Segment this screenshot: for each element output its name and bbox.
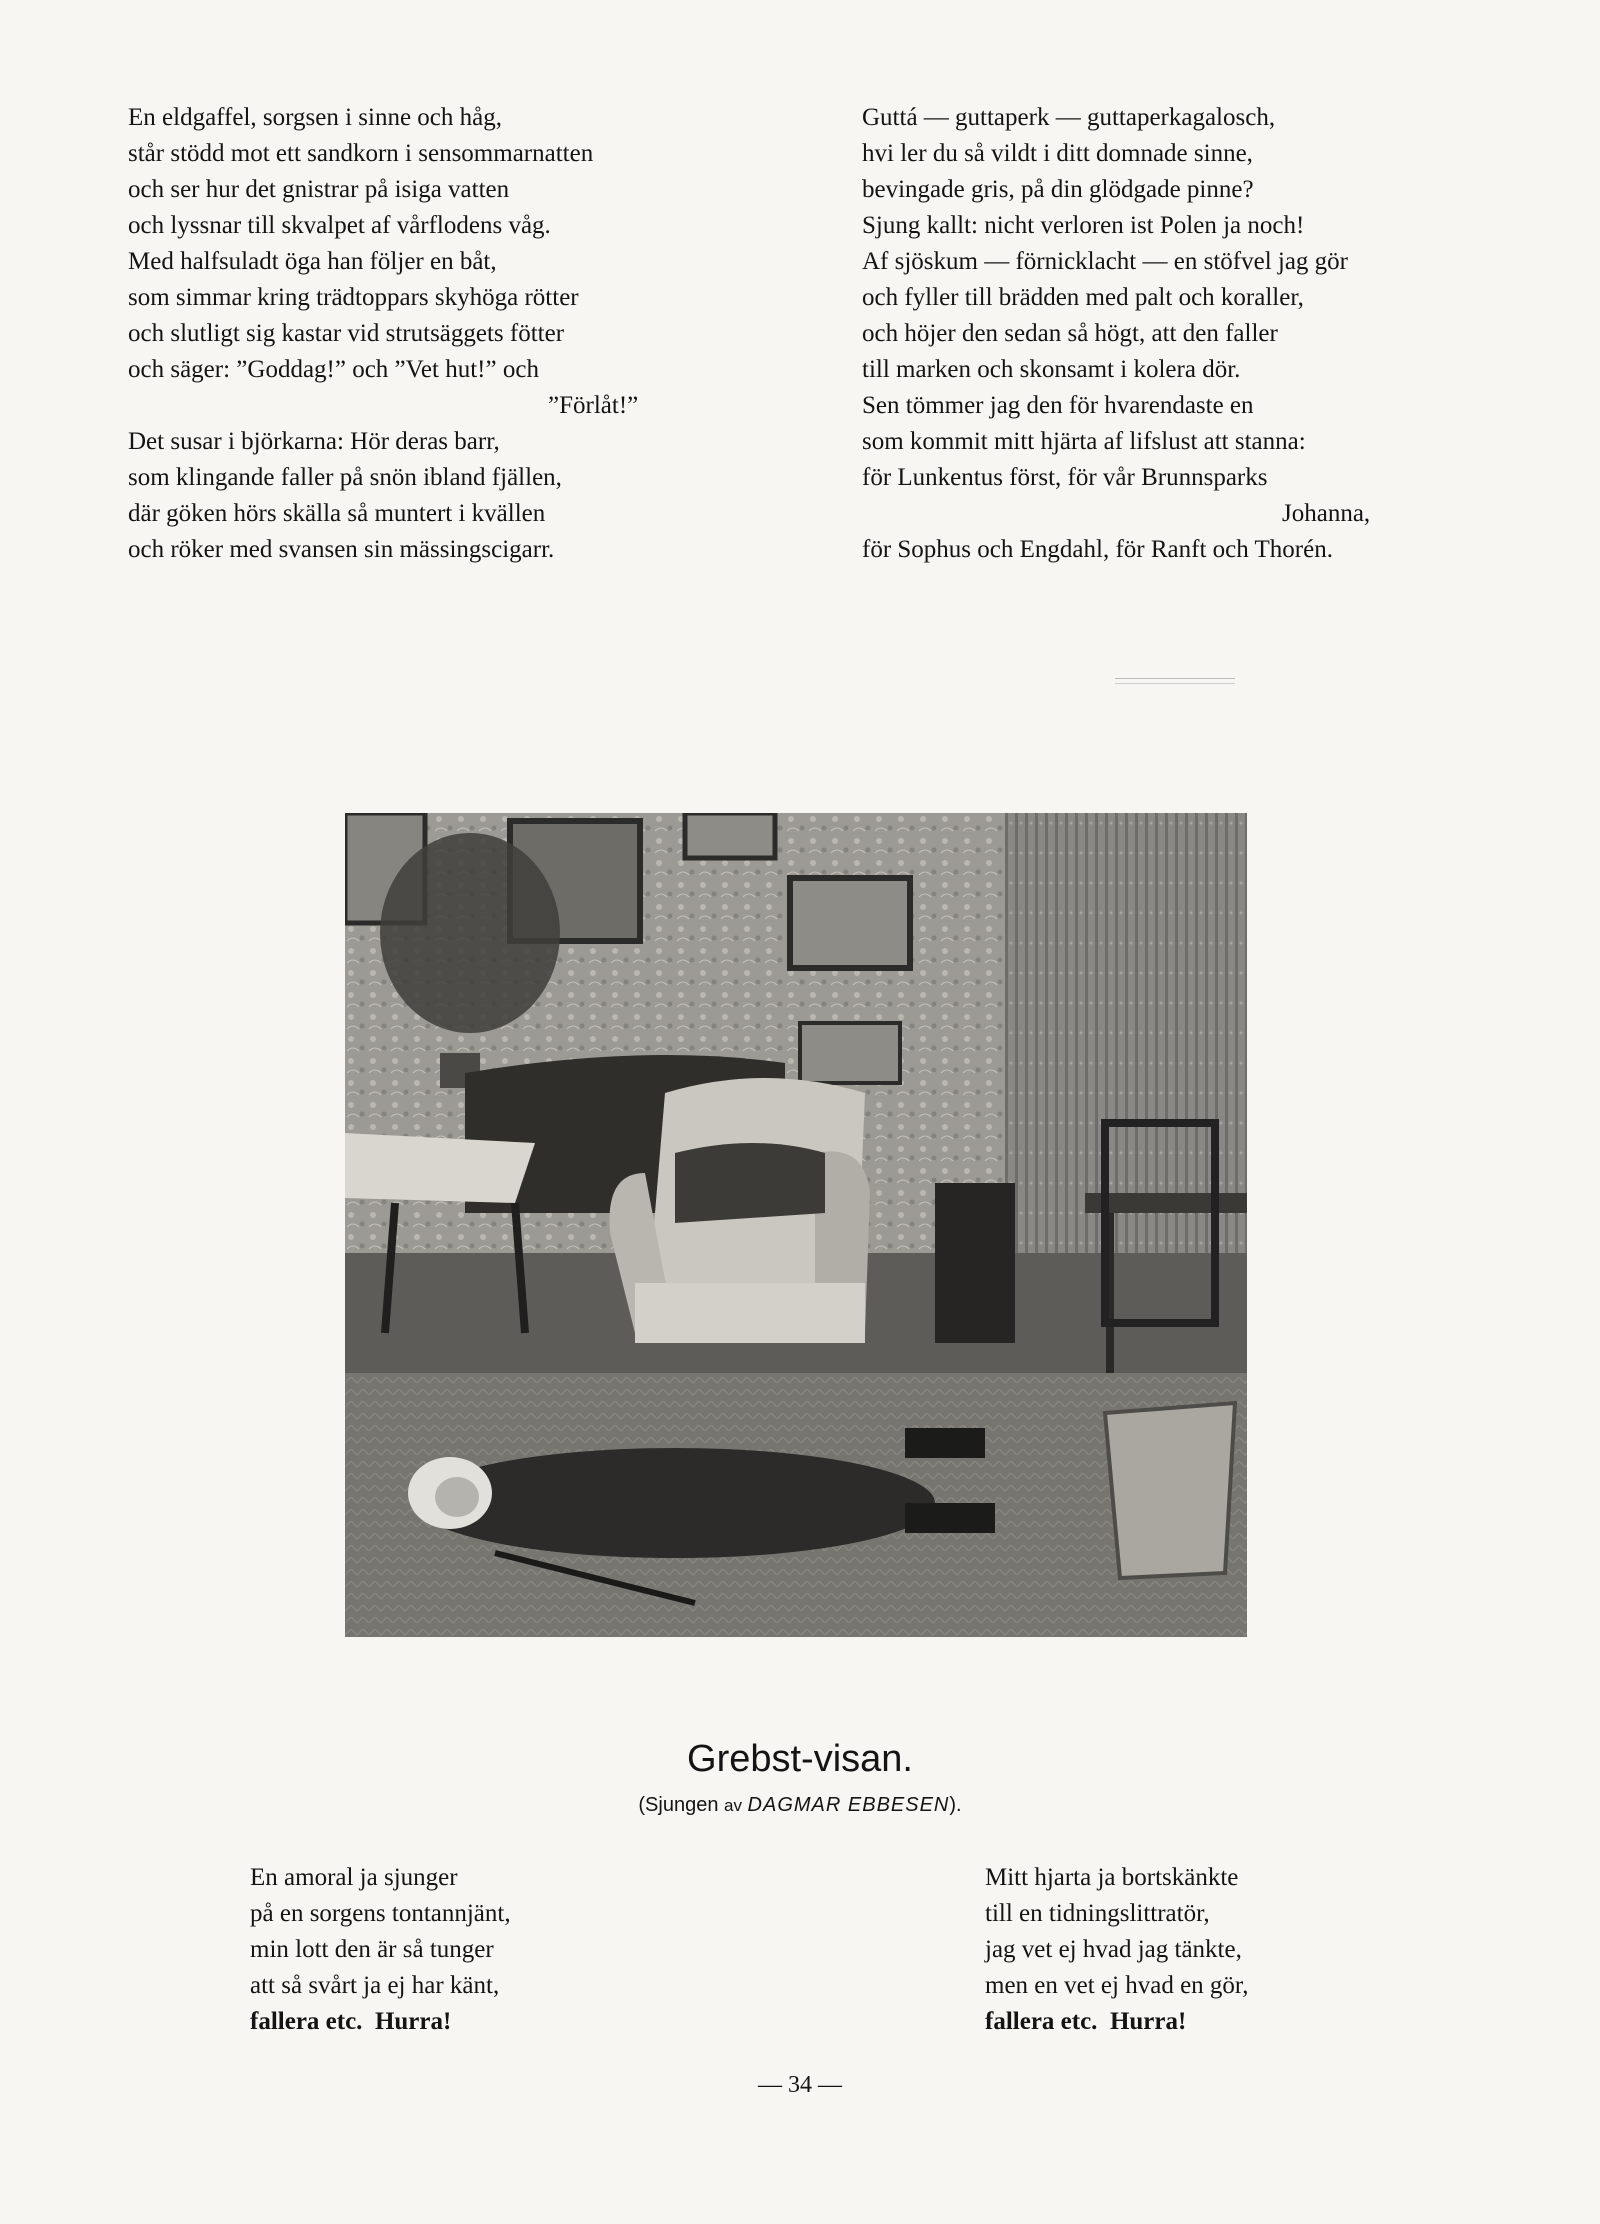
subtitle-av: av [724,1796,742,1815]
song-line: på en sorgens tontannjänt, [250,1900,511,1927]
poem-stanza [128,244,768,424]
poem-line-continuation: ”Förlåt!” [548,392,639,419]
poem-line: Sjung kallt: nicht verloren ist Polen ja noch! [862,212,1305,239]
song-line: till en tidningslittratör, [985,1900,1210,1927]
poem-left-column [128,100,768,568]
poem-line: och lyssnar till skvalpet af vårflodens våg. [128,212,551,239]
poem-line: och slutligt sig kastar vid strutsäggets fötter [128,320,565,347]
song-title: Grebst-visan. [687,1738,913,1780]
song-verse-left [250,1860,511,2040]
song-line: En amoral ja sjunger [250,1864,458,1891]
poem-line: till marken och skonsamt i kolera dör. [862,356,1241,383]
song-subtitle [0,1794,1600,1817]
song-line: Mitt hjarta ja bortskänkte [985,1864,1239,1891]
poem-line: Det susar i björkarna: Hör deras barr, [128,428,500,455]
poem-line: och fyller till brädden med palt och koraller, [862,284,1304,311]
photograph-living-room [345,813,1247,1637]
poem-line: En eldgaffel, sorgsen i sinne och håg, [128,104,502,131]
poem-line: där göken hörs skälla så muntert i kvällen [128,500,546,527]
song-line: jag vet ej hvad jag tänkte, [985,1936,1242,1963]
photograph-illustration [345,813,1247,1637]
song-line: min lott den är så tunger [250,1936,494,1963]
poem-line: som simmar kring trädtoppars skyhöga rötter [128,284,579,311]
refrain-hurra: Hurra! [374,2008,452,2035]
poem-line: bevingade gris, på din glödgade pinne? [862,176,1254,203]
poem-line: som klingande faller på snön ibland fjällen, [128,464,562,491]
poem-line: och säger: ”Goddag!” och ”Vet hut!” och [128,356,539,383]
poem-line: för Lunkentus först, för vår Brunnsparks [862,464,1268,491]
decorative-rule [1115,678,1235,679]
subtitle-open: (Sjungen [638,1794,719,1816]
poem-line-continuation: Johanna, [1282,500,1371,527]
song-verse-right [985,1860,1249,2040]
poem-line: och röker med svansen sin mässingscigarr. [128,536,555,563]
poem-line: står stödd mot ett sandkorn i sensommarnatten [128,140,594,167]
page-number: — 34 — [758,2072,842,2098]
song-line: att så svårt ja ej har känt, [250,1972,500,1999]
poem-stanza [128,424,768,568]
poem-right-column [862,100,1502,568]
poem-line: för Sophus och Engdahl, för Ranft och Thorén. [862,536,1333,563]
poem-line: och höjer den sedan så högt, att den faller [862,320,1278,347]
poem-line: hvi ler du så vildt i ditt domnade sinne, [862,140,1253,167]
subtitle-close: ). [949,1794,962,1816]
song-refrain [250,2004,511,2040]
singer-name: DAGMAR EBBESEN [747,1794,950,1816]
song-line: men en vet ej hvad en gör, [985,1972,1249,1999]
refrain-text: fallera etc. [250,2008,363,2035]
poem-line: Guttá — guttaperk — guttaperkagalosch, [862,104,1276,131]
poem-line: Sen tömmer jag den för hvarendaste en [862,392,1254,419]
decorative-rule [1115,683,1235,684]
poem-stanza [862,388,1502,568]
song-refrain [985,2004,1249,2040]
poem-line: och ser hur det gnistrar på isiga vatten [128,176,510,203]
poem-stanza [862,244,1502,388]
poem-line: Af sjöskum — förnicklacht — en stöfvel jag gör [862,248,1349,275]
refrain-hurra: Hurra! [1109,2008,1187,2035]
refrain-text: fallera etc. [985,2008,1098,2035]
poem-line: som kommit mitt hjärta af lifslust att stanna: [862,428,1306,455]
poem-stanza [862,100,1502,244]
poem-line: Med halfsuladt öga han följer en båt, [128,248,497,275]
poem-stanza [128,100,768,244]
